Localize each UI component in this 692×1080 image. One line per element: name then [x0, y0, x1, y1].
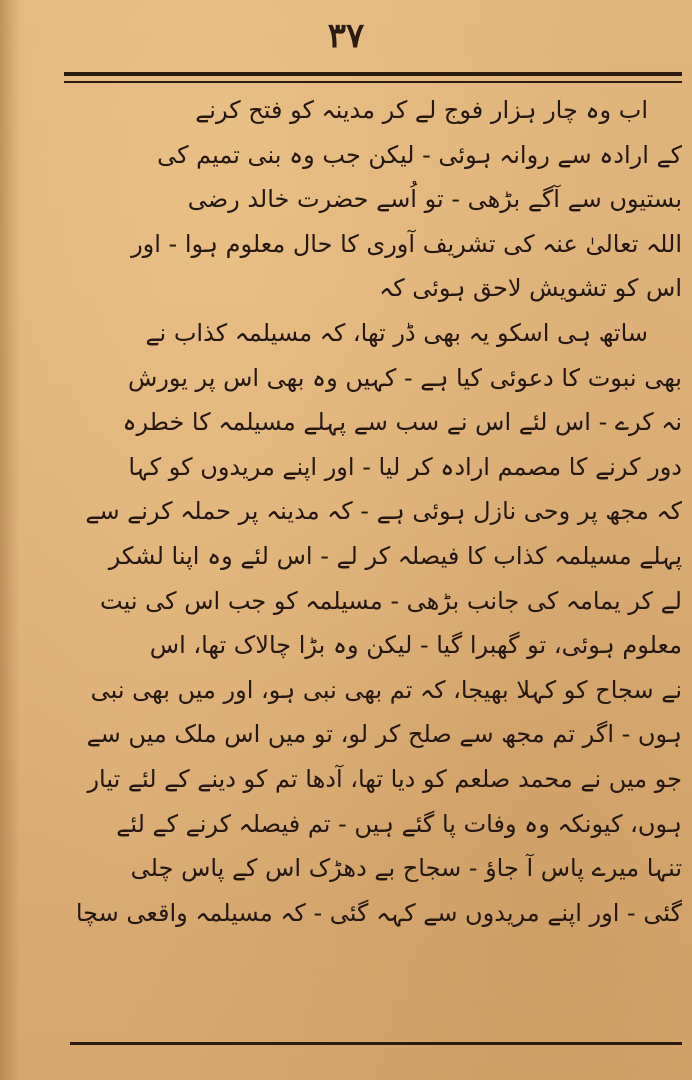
- text-line: بستیوں سے آگے بڑھی - تو اُسے حضرت خالد رضی: [187, 185, 682, 214]
- header-rule-thin: [64, 81, 682, 83]
- text-line: ہوں، کیونکہ وہ وفات پا گئے ہیں - تم فیصلہ کرنے کے لئے: [116, 809, 682, 838]
- text-line: تنہا میرے پاس آ جاؤ - سجاح بے دھڑک اس کے پاس چلی: [130, 854, 682, 883]
- text-line: گئی - اور اپنے مریدوں سے کہہ گئی - کہ مسیلمہ واقعی سچا: [75, 898, 682, 927]
- text-line: اب وہ چار ہزار فوج لے کر مدینہ کو فتح کرنے: [195, 96, 648, 124]
- text-line: بھی نبوت کا دعوئی کیا ہے - کہیں وہ بھی اس پر یورش: [127, 363, 682, 392]
- text-line: معلوم ہوئی، تو گھبرا گیا - لیکن وہ بڑا چالاک تھا، اس: [149, 631, 682, 660]
- header-rule-thick: [64, 72, 682, 76]
- text-line: اللہ تعالیٰ عنہ کی تشریف آوری کا حال معلوم ہوا - اور: [131, 229, 682, 258]
- text-line: لے کر یمامہ کی جانب بڑھی - مسیلمہ کو جب اس کی نیت: [100, 586, 682, 615]
- text-line: کے ارادہ سے روانہ ہوئی - لیکن جب وہ بنی تمیم کی: [157, 140, 682, 169]
- text-line: نے سجاح کو کہلا بھیجا، کہ تم بھی نبی ہو، اور میں بھی نبی: [90, 675, 682, 704]
- text-line: جو میں نے محمد صلعم کو دیا تھا، آدھا تم کو دینے کے لئے تیار: [87, 764, 682, 793]
- page-number: ۳۷: [327, 16, 365, 56]
- text-line: ساتھ ہی اسکو یہ بھی ڈر تھا، کہ مسیلمہ کذاب نے: [145, 318, 648, 347]
- text-line: ہوں - اگر تم مجھ سے صلح کر لو، تو میں اس ملک میں سے: [86, 720, 682, 749]
- text-line: کہ مجھ پر وحی نازل ہوئی ہے - کہ مدینہ پر حملہ کرنے سے: [85, 497, 682, 526]
- text-line: اس کو تشویش لاحق ہوئی کہ: [379, 274, 682, 303]
- text-line: نہ کرے - اس لئے اس نے سب سے پہلے مسیلمہ کا خطرہ: [122, 408, 682, 437]
- footer-rule: [70, 1042, 682, 1045]
- text-line: دور کرنے کا مصمم ارادہ کر لیا - اور اپنے مریدوں کو کہا: [128, 452, 682, 481]
- page-binding-shadow: [0, 0, 20, 1080]
- text-line: پہلے مسیلمہ کذاب کا فیصلہ کر لے - اس لئے وہ اپنا لشکر: [108, 541, 682, 570]
- body-text: [72, 88, 682, 935]
